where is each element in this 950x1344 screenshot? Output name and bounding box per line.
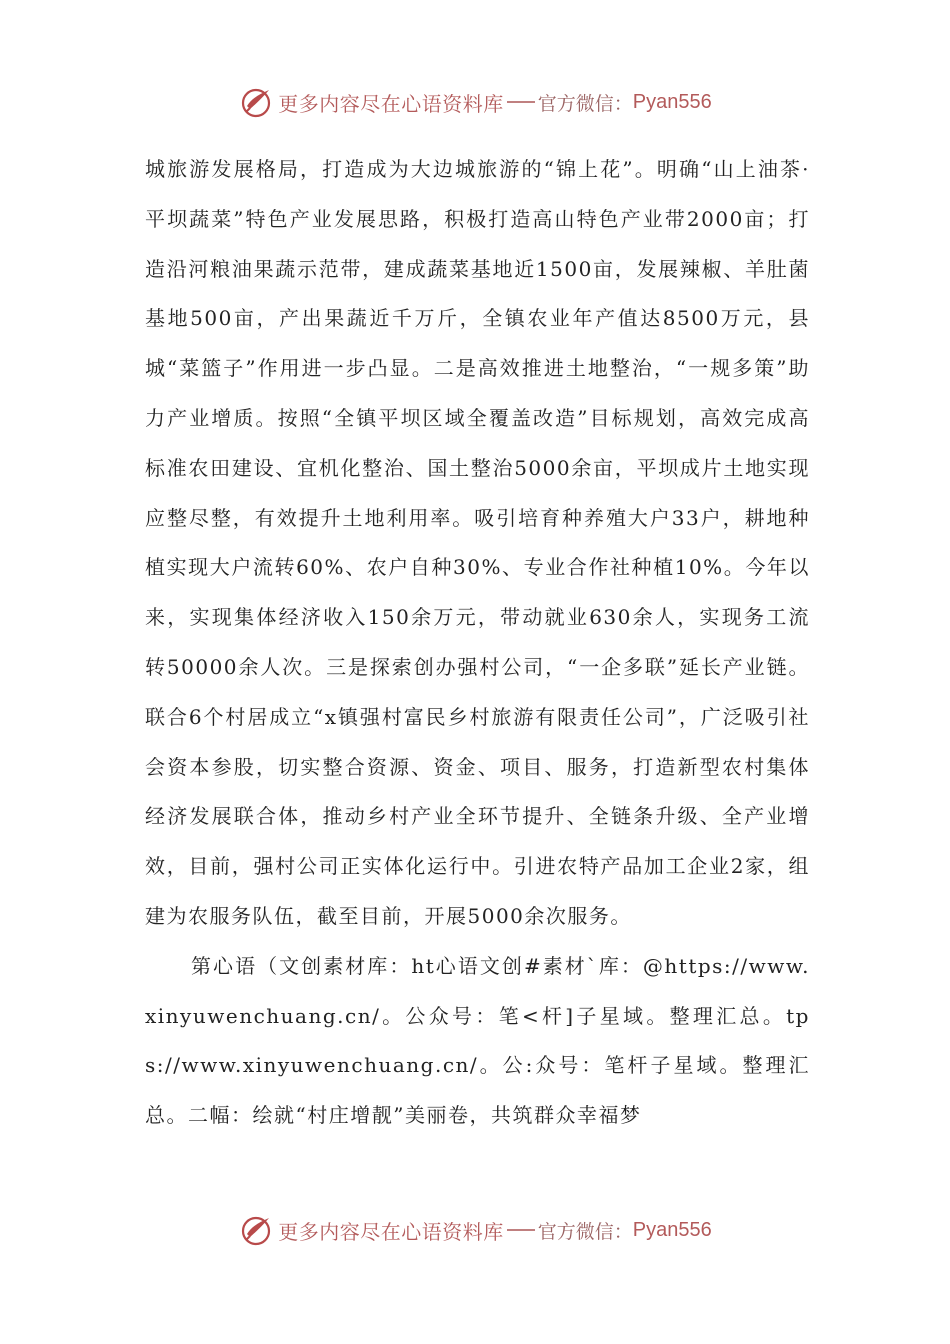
footer-wechat-id: Pyan556 xyxy=(632,1218,712,1241)
header-slogan: 更多内容尽在心语资料库 xyxy=(278,91,504,116)
header-divider xyxy=(507,101,535,103)
body-paragraph: 城旅游发展格局，打造成为大边城旅游的“锦上花”。明确“山上油茶·平坝蔬菜”特色产业发展思路，积极打造高山特色产业带2000亩；打造沿河粮油果蔬示范带，建成蔬菜基地近1500亩，发展辣椒、羊肚菌基地500亩，产出果蔬近千万斤，全镇农业年产值达8500万元，县城“菜篮子”作用进一步凸显。二是高效推进土地整治，“一规多策”助力产业增质。按照“全镇平坝区域全覆盖改造”目标规划，高效完成高标准农田建设、宜机化整治、国土整治5000余亩，平坝成片土地实现应整尽整，有效提升土地利用率。吸引培育种养殖大户33户，耕地种植实现大户流转60%、农户自种30%、专业合作社种植10%。今年以来，实现集体经济收入150余万元，带动就业630余人，实现务工流转50000余人次。三是探索创办强村公司，“一企多联”延长产业链。联合6个村居成立“x镇强村富民乡村旅游有限责任公司”，广泛吸引社会资本参股，切实整合资源、资金、项目、服务，打造新型农村集体经济发展联合体，推动乡村产业全环节提升、全链条升级、全产业增效，目前，强村公司正实体化运行中。引进农特产品加工企业2家，组建为农服务队伍，截至目前，开展5000余次服务。 xyxy=(145,157,810,928)
ink-pen-logo-icon xyxy=(238,1212,274,1248)
footer-banner xyxy=(0,1210,950,1250)
header-wechat-id: Pyan556 xyxy=(632,90,712,113)
header-wechat-label: 官方微信： xyxy=(537,92,633,115)
header-banner xyxy=(0,82,950,122)
footer-divider xyxy=(507,1229,535,1231)
body-paragraph: 第心语（文创素材库：ht心语文创#素材`库：@https://www.xinyuwenchuang.cn/。公众号：笔<杆]子星域。整理汇总。tps://www.xinyuwenchuang.cn/。公:众号：笔杆子星域。整理汇总。二幅：绘就“村庄增靓”美丽卷，共筑群众幸福梦 xyxy=(145,953,810,1128)
footer-slogan: 更多内容尽在心语资料库 xyxy=(278,1219,504,1244)
ink-pen-logo-icon xyxy=(238,84,274,120)
document-body xyxy=(145,145,810,1141)
footer-wechat-label: 官方微信： xyxy=(537,1220,633,1243)
